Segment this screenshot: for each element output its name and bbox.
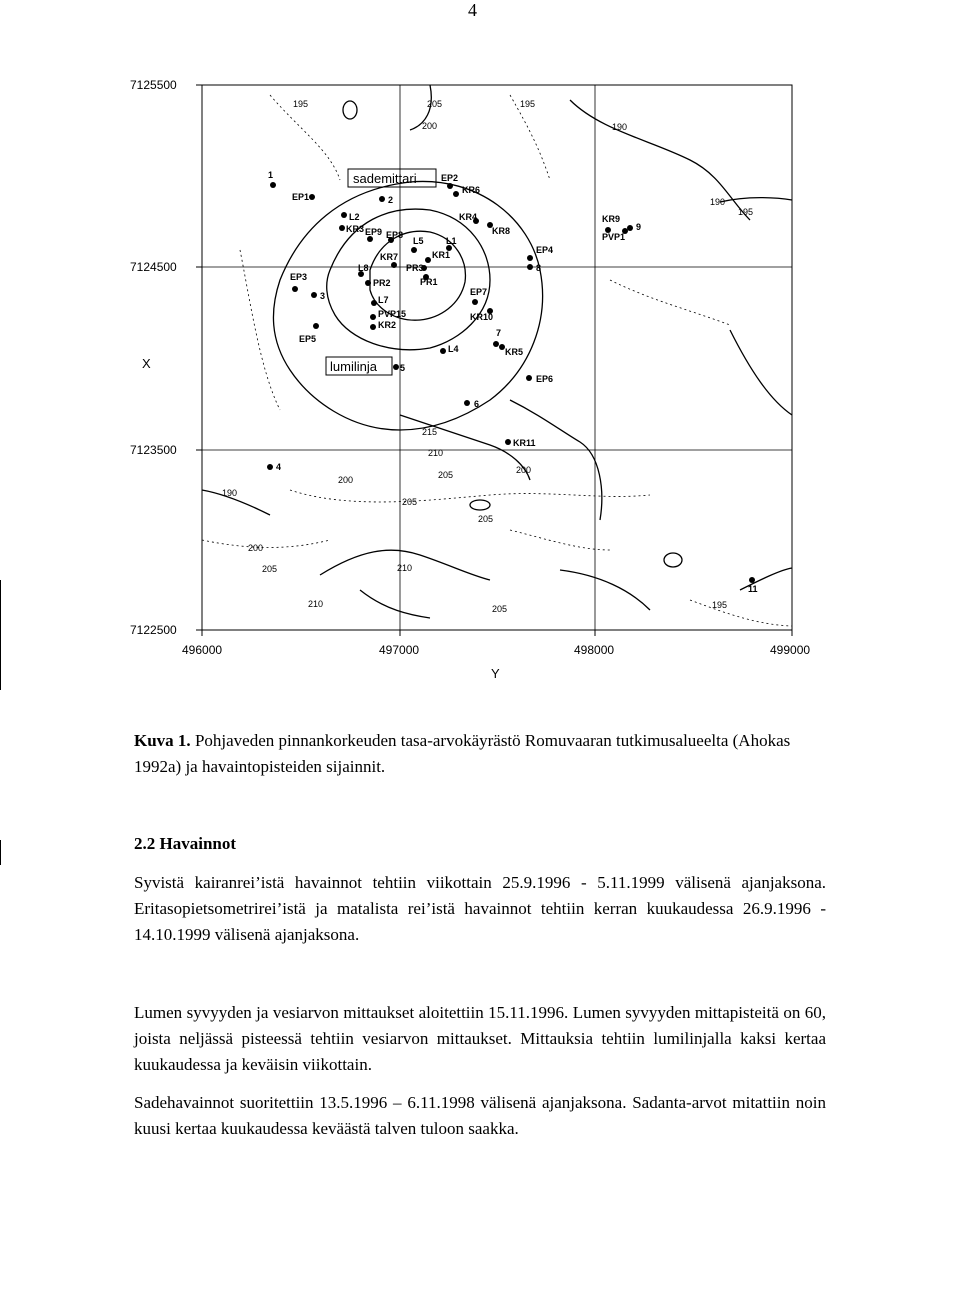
x-value-3: 498000 — [574, 643, 615, 657]
y-value-1: 7125500 — [130, 78, 177, 92]
y-value-3: 7123500 — [130, 443, 177, 457]
contour-label: 210 — [428, 448, 444, 458]
station-label: KR4 — [459, 212, 478, 222]
contour-ring-nw — [343, 101, 357, 119]
station-label: KR2 — [378, 320, 397, 330]
station-dot — [313, 323, 319, 329]
contour-label: 205 — [402, 497, 418, 507]
contour-label: 195 — [738, 207, 754, 217]
station-dot — [270, 182, 276, 188]
contour-label: 190 — [612, 122, 628, 132]
station-label: EP5 — [299, 334, 317, 344]
contour-190-e — [720, 198, 792, 202]
station-label: KR7 — [380, 252, 399, 262]
station-dot — [447, 183, 453, 189]
station-label: EP3 — [290, 272, 308, 282]
station-label: EP1 — [292, 192, 310, 202]
station-label: 2 — [388, 195, 394, 205]
dash-center — [290, 490, 650, 502]
paragraph-3: Sadehavainnot suoritettiin 13.5.1996 – 6.11.1998 välisenä ajanjaksona. Sadanta-arvot mitattiin noin kuusi kertaa kuukaudessa keväästä talven tuloon saakka. — [134, 1093, 826, 1138]
contour-label: 190 — [222, 488, 238, 498]
station-dot — [267, 464, 273, 470]
station-label: L5 — [413, 236, 424, 246]
station-label: PR1 — [420, 277, 438, 287]
y-value-2: 7124500 — [130, 260, 177, 274]
station-label: KR9 — [602, 214, 621, 224]
station-dot — [464, 400, 470, 406]
map-frame — [202, 85, 792, 630]
contours-solid — [202, 85, 792, 618]
station-dot — [292, 286, 298, 292]
station-dot — [371, 300, 377, 306]
station-label: L7 — [378, 295, 389, 305]
station-label: PR3 — [406, 263, 424, 273]
station-dot — [370, 314, 376, 320]
station-dot — [627, 225, 633, 231]
caption-text: Pohjaveden pinnankorkeuden tasa-arvokäyrästö Romuvaaran tutkimusalueelta (Ahokas 1992a) ja havaintopisteiden sijainnit. — [134, 731, 791, 776]
contour-label: 205 — [478, 514, 494, 524]
paragraph-1: Syvistä kairanrei’istä havainnot tehtiin viikottain 25.9.1996 - 5.11.1999 välisenä ajanjaksona. Eritasopietsometrirei’istä ja matalista rei’istä havainnot tehtiin kerran kuukaudessa 26.9.1996 - 14.10.1999 välisenä ajanjaksona. — [134, 873, 826, 944]
station-dot — [453, 191, 459, 197]
station-label: EP8 — [386, 230, 404, 240]
station-label: 8 — [536, 263, 542, 273]
contour-label: 210 — [397, 563, 413, 573]
caption-label: Kuva 1. — [134, 731, 191, 750]
station-dot — [425, 257, 431, 263]
contour-label: 215 — [422, 427, 438, 437]
station-dot — [411, 247, 417, 253]
paragraph-2: Lumen syvyyden ja vesiarvon mittaukset aloitettiin 15.11.1996. Lumen syvyyden mittapisteitä on 60, joista neljässä pisteessä tehtiin vesiarvon mittaukset. Mittauksia tehtiin lumilinjalla kaksi kertaa kuukaudessa ja keväisin viikottain. — [134, 1003, 826, 1074]
contour-label: 205 — [438, 470, 454, 480]
station-dot — [527, 264, 533, 270]
contour-east — [730, 330, 792, 415]
station-label: L4 — [448, 344, 459, 354]
x-axis-label: X — [142, 356, 151, 371]
station-dot — [472, 299, 478, 305]
dash-e — [610, 280, 730, 325]
contour-label: 205 — [427, 99, 443, 109]
station-label: L1 — [446, 236, 457, 246]
stations — [267, 170, 758, 594]
figure-caption — [134, 728, 834, 780]
station-label: KR3 — [346, 224, 365, 234]
station-label: KR1 — [432, 250, 451, 260]
station-dot — [309, 194, 315, 200]
y-value-4: 7122500 — [130, 623, 177, 637]
margin-bar-bottom — [0, 840, 1, 865]
lumilinja-label: lumilinja — [330, 359, 377, 374]
contour-label: 190 — [710, 197, 726, 207]
contour-label: 195 — [293, 99, 309, 109]
x-value-1: 496000 — [182, 643, 223, 657]
contour-label: 195 — [520, 99, 536, 109]
station-dot — [527, 255, 533, 261]
station-label: KR10 — [470, 312, 494, 322]
y-axis-label: Y — [491, 666, 500, 681]
contour-label: 200 — [248, 543, 264, 553]
contours-dashed — [202, 95, 792, 626]
contour-label: 195 — [712, 600, 728, 610]
station-dot — [440, 348, 446, 354]
dash-se — [690, 600, 792, 626]
station-label: 9 — [636, 222, 642, 232]
station-label: PR2 — [373, 278, 391, 288]
station-label: 6 — [474, 399, 480, 409]
station-label: EP2 — [441, 173, 459, 183]
contour-label: 205 — [262, 564, 278, 574]
station-dot — [370, 324, 376, 330]
margin-bar-top — [0, 580, 1, 690]
station-label: PVP1 — [602, 232, 626, 242]
contour-label: 200 — [422, 121, 438, 131]
station-label: PVP15 — [378, 309, 407, 319]
contour-label: 210 — [308, 599, 324, 609]
station-dot — [339, 225, 345, 231]
station-label: 1 — [268, 170, 274, 180]
station-dot — [749, 577, 755, 583]
contour-200 — [273, 181, 542, 430]
station-label: 5 — [400, 363, 406, 373]
station-dot — [393, 364, 399, 370]
station-label: EP6 — [536, 374, 554, 384]
station-label: L8 — [358, 263, 369, 273]
dash-sw — [202, 540, 330, 548]
station-label: L2 — [349, 212, 360, 222]
contour-215 — [400, 415, 530, 480]
station-label: EP4 — [536, 245, 554, 255]
map-svg — [130, 70, 830, 690]
station-label: KR8 — [492, 226, 511, 236]
station-label: EP9 — [365, 227, 383, 237]
contour-210-sw — [360, 590, 430, 618]
station-label: 4 — [276, 462, 282, 472]
contour-labels — [222, 99, 753, 614]
sademittari-label: sademittari — [353, 171, 417, 186]
station-label: 7 — [496, 328, 502, 338]
station-dot — [311, 292, 317, 298]
page-number: 4 — [468, 0, 477, 20]
contour-205-s — [560, 570, 650, 610]
station-label: EP7 — [470, 287, 488, 297]
x-value-4: 499000 — [770, 643, 811, 657]
section-heading: 2.2 Havainnot — [134, 834, 237, 853]
station-dot — [365, 280, 371, 286]
station-label: 3 — [320, 291, 326, 301]
station-dot — [391, 262, 397, 268]
station-label: 11 — [748, 584, 758, 594]
station-dot — [526, 375, 532, 381]
contour-ring-se — [664, 553, 682, 567]
station-dot — [341, 212, 347, 218]
station-label: KR5 — [505, 347, 524, 357]
contour-label: 200 — [338, 475, 354, 485]
contour-label: 205 — [492, 604, 508, 614]
station-dot — [505, 439, 511, 445]
contour-label: 200 — [516, 465, 532, 475]
station-label: KR6 — [462, 185, 481, 195]
contour-200-e — [510, 400, 602, 520]
station-label: KR11 — [513, 438, 536, 448]
x-value-2: 497000 — [379, 643, 420, 657]
contour-ring-center — [470, 500, 490, 510]
station-dot — [493, 341, 499, 347]
station-dot — [379, 196, 385, 202]
contour-map — [130, 70, 830, 690]
